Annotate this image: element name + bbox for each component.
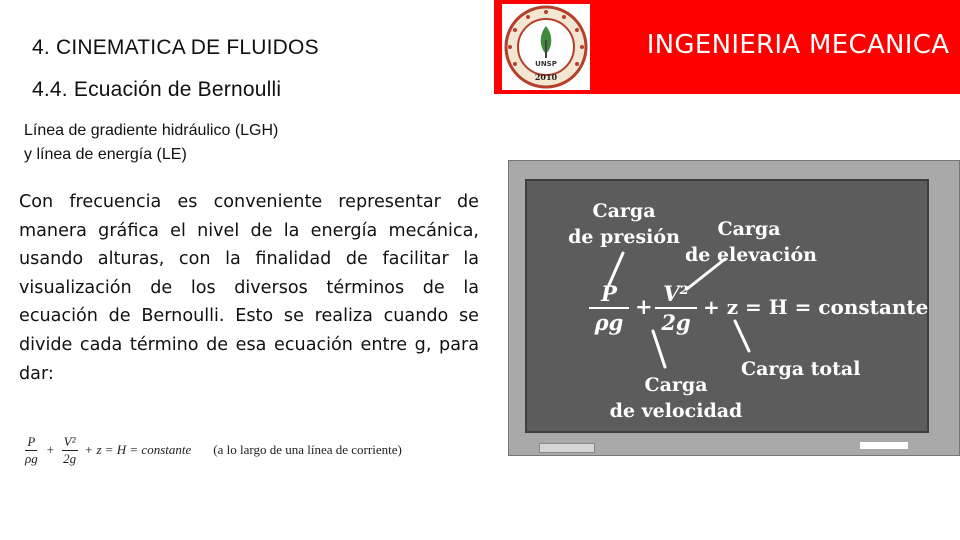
header-banner	[494, 0, 960, 94]
section-title: 4.4. Ecuación de Bernoulli	[32, 78, 282, 101]
formula-note: (a lo largo de una línea de corriente)	[213, 442, 402, 457]
label-elevation-1: Carga	[717, 218, 781, 240]
formula-rest: z = H = constante	[96, 442, 192, 457]
board-pressure-denominator: ρg	[594, 310, 624, 335]
bernoulli-formula	[20, 428, 402, 472]
chalkboard-surface	[525, 179, 929, 433]
velocity-denominator: 2g	[63, 450, 77, 466]
board-velocity-numerator: V²	[655, 281, 697, 309]
banner-title: INGENIERIA MECANICA	[646, 30, 950, 60]
chalkboard	[508, 160, 960, 456]
label-total: Carga total	[741, 358, 861, 380]
board-velocity-denominator: 2g	[661, 310, 691, 335]
svg-text:2010: 2010	[534, 72, 558, 82]
velocity-numerator: V²	[63, 433, 76, 449]
label-pressure-1: Carga	[592, 200, 656, 222]
pressure-term	[23, 434, 40, 467]
label-elevation-2: de elevación	[684, 244, 817, 266]
board-plus-sign: +	[635, 294, 653, 319]
plus-sign: +	[85, 442, 93, 457]
body-paragraph: Con frecuencia es conveniente representar de manera gráfica el nivel de la energía mecánica, usando alturas, con la finalidad de facilitar la visualización de los diversos términos de la ecuación de Bernoulli. Esto se realiza cuando se divide cada término de esa ecuación entre g, para dar:	[19, 192, 479, 384]
board-chalk	[859, 441, 909, 450]
page-title: 4. CINEMATICA DE FLUIDOS	[32, 36, 319, 59]
label-pressure-2: de presión	[568, 226, 680, 248]
board-pressure-numerator: P	[589, 281, 629, 309]
pressure-denominator: ρg	[25, 450, 38, 466]
label-velocity-2: de velocidad	[609, 400, 743, 422]
subtitle-line-2: y línea de energía (LE)	[24, 146, 187, 163]
plus-sign: +	[46, 442, 55, 457]
svg-text:UNSP: UNSP	[535, 60, 557, 68]
university-logo	[502, 4, 590, 90]
board-eraser	[539, 443, 595, 453]
label-velocity-1: Carga	[644, 374, 708, 396]
board-equation-rest: + z = H = constante	[703, 295, 929, 319]
seal-icon	[502, 4, 590, 90]
pressure-numerator: P	[27, 433, 36, 449]
velocity-term	[61, 434, 78, 467]
subtitle-line-1: Línea de gradiente hidráulico (LGH)	[24, 122, 279, 139]
